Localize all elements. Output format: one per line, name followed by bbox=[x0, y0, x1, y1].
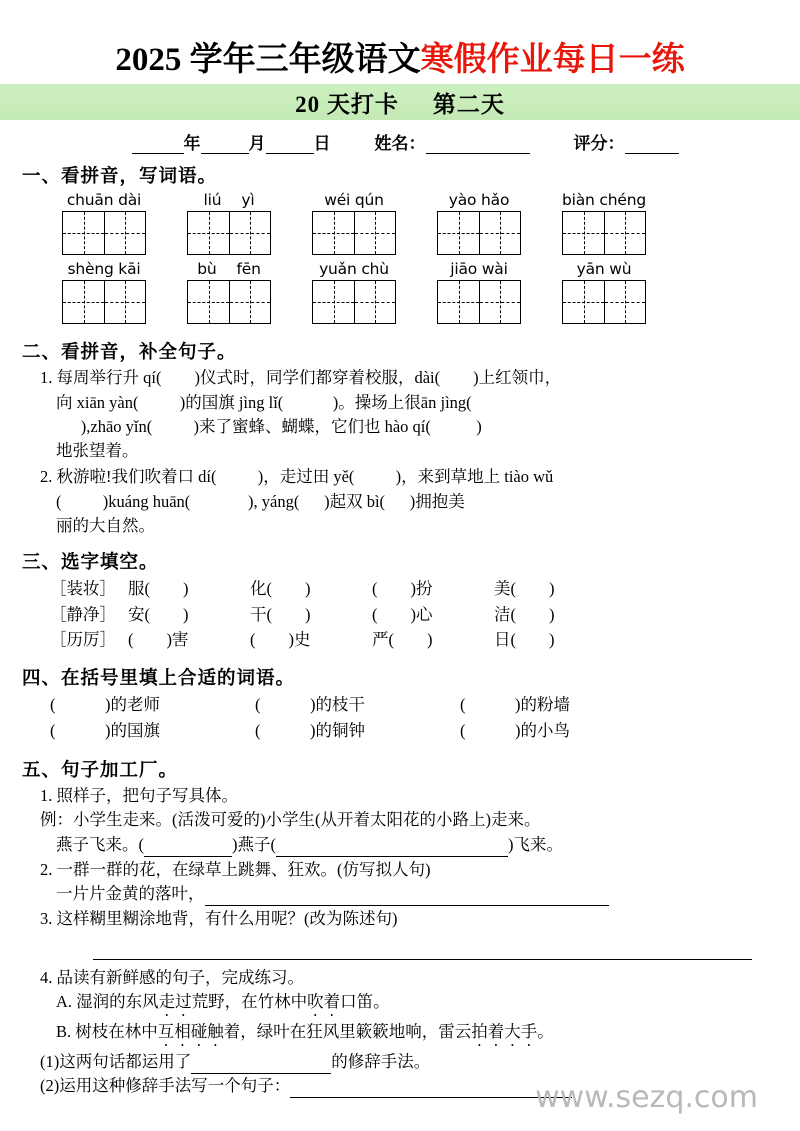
emphasis-dotted-text: 互相碰触 bbox=[157, 1021, 224, 1041]
word-cell bbox=[437, 259, 521, 324]
sentence-a-end: 口笛。 bbox=[340, 991, 390, 1011]
word-cell bbox=[437, 190, 521, 255]
tianzige-box[interactable] bbox=[562, 280, 646, 324]
phrase-cell[interactable]: ( )的老师 bbox=[50, 694, 160, 714]
word-cell bbox=[562, 259, 646, 324]
section-3-heading: 三、选字填空。 bbox=[22, 553, 159, 574]
tianzige-box[interactable] bbox=[187, 280, 271, 324]
pinyin-label: jiāo wài bbox=[450, 260, 508, 279]
pinyin-label: yào hǎo bbox=[448, 191, 510, 210]
tianzige-box[interactable] bbox=[62, 211, 146, 255]
sentence-a-pre: A. 湿润的东风 bbox=[56, 991, 159, 1011]
choice-cell[interactable]: 严( ) bbox=[372, 630, 433, 650]
question-line: ),zhāo yǐn( )来了蜜蜂、蝴蝶，它们也 hào qí( ) bbox=[56, 416, 482, 436]
question-line: ( )kuáng huān( ), yáng( )起双 bì( )拥抱美 bbox=[56, 491, 465, 511]
word-cell bbox=[62, 190, 146, 255]
name-field[interactable] bbox=[375, 129, 530, 154]
phrase-cell[interactable]: ( )的粉墙 bbox=[460, 694, 570, 714]
question-line: 4. 品读有新鲜感的句子，完成练习。 bbox=[40, 967, 304, 987]
subquestion-1-post: 的修辞手法。 bbox=[331, 1051, 431, 1071]
score-field[interactable] bbox=[574, 129, 679, 154]
section-5-question-3 bbox=[0, 907, 800, 959]
practice-stem: 燕子飞来。( bbox=[56, 834, 144, 854]
tianzige-box[interactable] bbox=[62, 280, 146, 324]
score-label: 评分： bbox=[573, 134, 625, 154]
example-line: 例：小学生走来。(活泼可爱的)小学生(从开着太阳花的小路上)走来。 bbox=[40, 810, 541, 830]
question-line: 丽的大自然。 bbox=[56, 515, 155, 535]
question-line: 1. 每周举行升 qí( )仪式时，同学们都穿着校服，dài( )上红领巾， bbox=[40, 368, 562, 388]
choice-cell[interactable]: 干( ) bbox=[250, 604, 311, 624]
emphasis-dotted-text: 拍着大手 bbox=[471, 1021, 538, 1041]
choice-cell[interactable]: 服( ) bbox=[128, 579, 189, 599]
answer-blank[interactable] bbox=[205, 891, 609, 906]
question-stem: 一片片金黄的落叶， bbox=[56, 884, 205, 904]
tianzige-box[interactable] bbox=[562, 211, 646, 255]
word-cell bbox=[312, 190, 396, 255]
date-year-label: 年 bbox=[183, 134, 201, 154]
section-4-heading: 四、在括号里填上合适的词语。 bbox=[22, 668, 296, 689]
tianzige-box[interactable] bbox=[437, 280, 521, 324]
table-row bbox=[50, 602, 800, 628]
emphasis-dotted-text: 吹着 bbox=[307, 991, 341, 1011]
page-title bbox=[0, 0, 800, 78]
section-2-question-1 bbox=[0, 366, 800, 463]
table-row bbox=[50, 627, 800, 653]
answer-blank[interactable] bbox=[290, 1083, 572, 1098]
fill-phrase-table bbox=[50, 692, 800, 745]
tianzige-box[interactable] bbox=[187, 211, 271, 255]
question-line: 1. 照样子，把句子写具体。 bbox=[40, 786, 238, 806]
section-5-question-2 bbox=[0, 858, 800, 907]
phrase-cell[interactable]: ( )的小鸟 bbox=[460, 721, 570, 741]
date-day-label: 日 bbox=[313, 134, 331, 154]
sentence-b bbox=[0, 1020, 800, 1050]
word-cell bbox=[187, 259, 271, 324]
question-line: 地张望着。 bbox=[56, 441, 139, 461]
pinyin-grid-block bbox=[0, 190, 800, 324]
pinyin-label: shèng kāi bbox=[67, 260, 141, 279]
date-month-label: 月 bbox=[248, 134, 266, 154]
question-line: 3. 这样糊里糊涂地背，有什么用呢？(改为陈述句) bbox=[40, 909, 398, 929]
answer-blank[interactable] bbox=[144, 842, 232, 857]
section-2-heading: 二、看拼音，补全句子。 bbox=[22, 343, 237, 364]
practice-mid: )燕子( bbox=[232, 834, 276, 854]
pinyin-label: chuān dài bbox=[66, 191, 142, 210]
choice-cell[interactable]: ( )史 bbox=[250, 630, 311, 650]
phrase-cell[interactable]: ( )的枝干 bbox=[255, 694, 365, 714]
table-row bbox=[50, 692, 800, 719]
page-title-red: 寒假作业每日一练 bbox=[420, 42, 685, 78]
subquestion-1-pre: (1)这两句话都运用了 bbox=[40, 1051, 192, 1071]
phrase-cell[interactable]: ( )的铜钟 bbox=[255, 721, 365, 741]
sentence-a bbox=[0, 990, 800, 1020]
student-info-row bbox=[0, 129, 800, 154]
pinyin-row-2 bbox=[0, 259, 800, 324]
choice-bracket: ［装妆］ bbox=[50, 579, 116, 599]
day-banner bbox=[0, 84, 800, 120]
answer-blank[interactable] bbox=[191, 1059, 331, 1074]
question-line: 2. 秋游啦!我们吹着口 dí( )，走过田 yě( )，来到草地上 tiào wǔ bbox=[40, 467, 554, 487]
question-line: 向 xiān yàn( )的国旗 jìng lǐ( )。操场上很ān jìng( bbox=[56, 392, 472, 412]
section-2-question-2 bbox=[0, 465, 800, 538]
phrase-cell[interactable]: ( )的国旗 bbox=[50, 721, 160, 741]
choice-bracket: ［静净］ bbox=[50, 604, 116, 624]
page-title-black: 2025 学年三年级语文 bbox=[115, 42, 421, 78]
tianzige-box[interactable] bbox=[312, 280, 396, 324]
sentence-a-mid: 荒野，在竹林中 bbox=[191, 991, 308, 1011]
date-month-field[interactable] bbox=[201, 129, 266, 154]
pinyin-label: bù fēn bbox=[197, 260, 261, 279]
pinyin-label: wéi qún bbox=[324, 191, 384, 210]
word-cell bbox=[62, 259, 146, 324]
sentence-b-pre: B. 树枝在林中 bbox=[56, 1021, 158, 1041]
choice-cell[interactable]: 日( ) bbox=[494, 630, 555, 650]
choice-cell[interactable]: 化( ) bbox=[250, 579, 311, 599]
site-watermark: www.sezq.com bbox=[535, 1080, 758, 1115]
practice-line bbox=[0, 833, 800, 857]
date-year-field[interactable] bbox=[132, 129, 201, 154]
section-5-question-4 bbox=[0, 966, 800, 1099]
tianzige-box[interactable] bbox=[437, 211, 521, 255]
emphasis-dotted-text: 走过 bbox=[158, 991, 192, 1011]
banner-right-label: 第二天 bbox=[432, 91, 505, 117]
word-cell bbox=[562, 190, 646, 255]
section-5-heading: 五、句子加工厂。 bbox=[22, 761, 179, 782]
section-1-heading: 一、看拼音，写词语。 bbox=[22, 167, 218, 188]
choice-cell[interactable]: 洁( ) bbox=[494, 604, 555, 624]
sentence-b-mid: 着，绿叶在狂风里簌簌地响，雷云 bbox=[223, 1021, 472, 1041]
subquestion-1 bbox=[0, 1050, 800, 1074]
tianzige-box[interactable] bbox=[312, 211, 396, 255]
pinyin-label: yān wù bbox=[576, 260, 632, 279]
answer-blank[interactable] bbox=[93, 958, 752, 960]
name-label: 姓名： bbox=[374, 134, 426, 154]
table-row bbox=[50, 576, 800, 602]
choice-cell[interactable]: 安( ) bbox=[128, 604, 189, 624]
question-line: 2. 一群一群的花，在绿草上跳舞、狂欢。(仿写拟人句) bbox=[40, 859, 431, 879]
word-cell bbox=[187, 190, 271, 255]
subquestion-2-label: (2)运用这种修辞手法写一个句子： bbox=[40, 1076, 291, 1096]
section-5-question-1 bbox=[0, 784, 800, 857]
question-line bbox=[0, 882, 800, 906]
choice-cell[interactable]: 美( ) bbox=[494, 579, 555, 599]
choice-cell[interactable]: ( )心 bbox=[372, 604, 433, 624]
choice-cell[interactable]: ( )害 bbox=[128, 630, 189, 650]
practice-end: )飞来。 bbox=[508, 834, 563, 854]
sentence-b-end: 。 bbox=[537, 1021, 554, 1041]
choice-cell[interactable]: ( )扮 bbox=[372, 579, 433, 599]
answer-blank[interactable] bbox=[276, 842, 508, 857]
pinyin-row-1 bbox=[0, 190, 800, 255]
character-choice-table bbox=[50, 576, 800, 653]
word-cell bbox=[312, 259, 396, 324]
pinyin-label: liú yì bbox=[203, 191, 255, 210]
pinyin-label: biàn chéng bbox=[562, 191, 646, 210]
banner-left-label: 20 天打卡 bbox=[295, 91, 399, 117]
choice-bracket: ［历厉］ bbox=[50, 630, 116, 650]
pinyin-label: yuǎn chù bbox=[319, 260, 389, 279]
date-day-field[interactable] bbox=[266, 129, 331, 154]
table-row bbox=[50, 718, 800, 745]
